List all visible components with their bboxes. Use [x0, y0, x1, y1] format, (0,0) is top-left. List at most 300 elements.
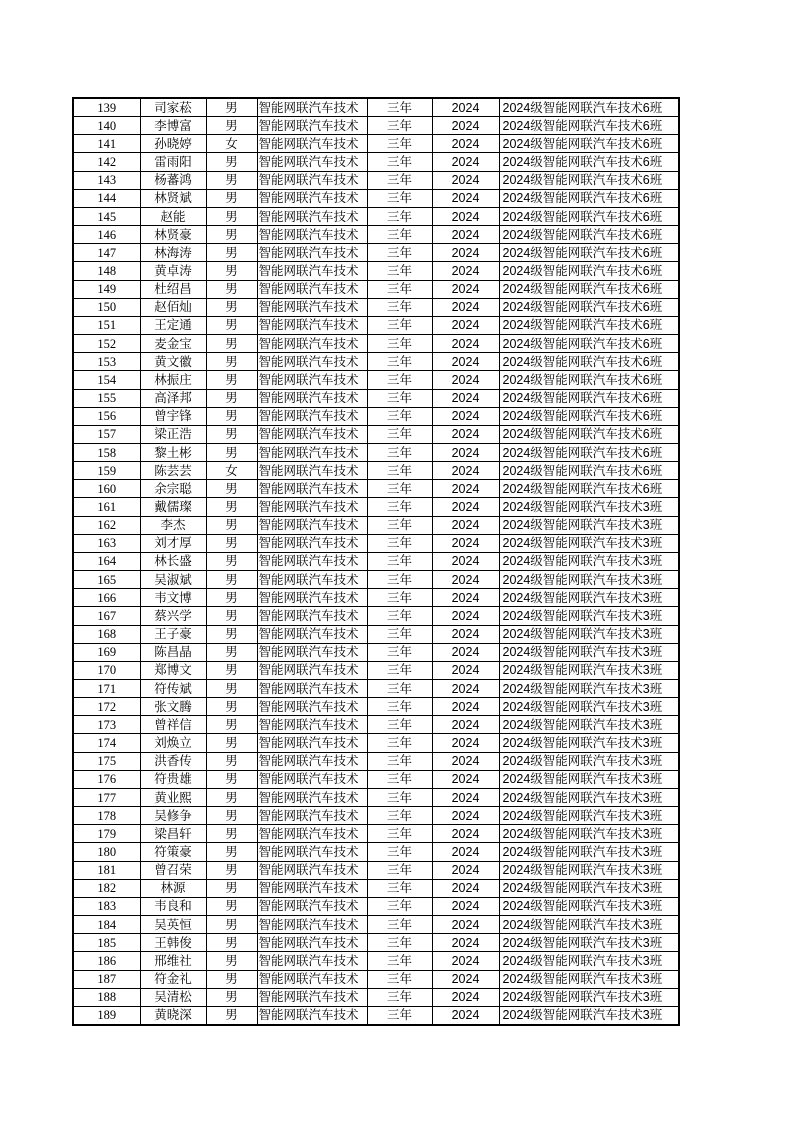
class-name-cell: 2024级智能网联汽车技术6班	[499, 389, 679, 407]
major-cell: 智能网联汽车技术	[257, 316, 367, 334]
duration-cell: 三年	[367, 462, 432, 480]
class-name-cell: 2024级智能网联汽车技术6班	[499, 443, 679, 461]
student-name-cell: 黄卓涛	[140, 262, 206, 280]
gender-cell: 男	[206, 934, 257, 952]
duration-cell: 三年	[367, 280, 432, 298]
enrollment-year-cell: 2024	[432, 552, 499, 570]
student-name-cell: 符贵雄	[140, 770, 206, 788]
gender-cell: 男	[206, 498, 257, 516]
major-cell: 智能网联汽车技术	[257, 262, 367, 280]
table-row	[73, 516, 679, 534]
row-number-cell: 172	[73, 698, 140, 716]
gender-cell: 男	[206, 407, 257, 425]
major-cell: 智能网联汽车技术	[257, 571, 367, 589]
enrollment-year-cell: 2024	[432, 716, 499, 734]
gender-cell: 男	[206, 298, 257, 316]
row-number-cell: 176	[73, 770, 140, 788]
enrollment-year-cell: 2024	[432, 389, 499, 407]
student-name-cell: 吴清松	[140, 988, 206, 1006]
enrollment-year-cell: 2024	[432, 952, 499, 970]
class-name-cell: 2024级智能网联汽车技术3班	[499, 716, 679, 734]
gender-cell: 男	[206, 335, 257, 353]
gender-cell: 男	[206, 788, 257, 806]
student-name-cell: 李博富	[140, 117, 206, 135]
student-name-cell: 麦金宝	[140, 335, 206, 353]
gender-cell: 男	[206, 734, 257, 752]
duration-cell: 三年	[367, 226, 432, 244]
major-cell: 智能网联汽车技术	[257, 552, 367, 570]
row-number-cell: 162	[73, 516, 140, 534]
row-number-cell: 149	[73, 280, 140, 298]
duration-cell: 三年	[367, 934, 432, 952]
major-cell: 智能网联汽车技术	[257, 98, 367, 117]
table-row	[73, 117, 679, 135]
class-name-cell: 2024级智能网联汽车技术6班	[499, 226, 679, 244]
duration-cell: 三年	[367, 625, 432, 643]
row-number-cell: 179	[73, 825, 140, 843]
gender-cell: 男	[206, 552, 257, 570]
student-name-cell: 符金礼	[140, 970, 206, 988]
gender-cell: 男	[206, 262, 257, 280]
major-cell: 智能网联汽车技术	[257, 734, 367, 752]
duration-cell: 三年	[367, 335, 432, 353]
class-name-cell: 2024级智能网联汽车技术6班	[499, 135, 679, 153]
class-name-cell: 2024级智能网联汽车技术6班	[499, 407, 679, 425]
student-name-cell: 梁正浩	[140, 425, 206, 443]
enrollment-year-cell: 2024	[432, 171, 499, 189]
class-name-cell: 2024级智能网联汽车技术3班	[499, 498, 679, 516]
major-cell: 智能网联汽车技术	[257, 716, 367, 734]
enrollment-year-cell: 2024	[432, 117, 499, 135]
row-number-cell: 143	[73, 171, 140, 189]
row-number-cell: 166	[73, 589, 140, 607]
gender-cell: 男	[206, 571, 257, 589]
major-cell: 智能网联汽车技术	[257, 788, 367, 806]
gender-cell: 男	[206, 117, 257, 135]
row-number-cell: 178	[73, 807, 140, 825]
gender-cell: 男	[206, 625, 257, 643]
row-number-cell: 183	[73, 897, 140, 915]
gender-cell: 男	[206, 280, 257, 298]
class-name-cell: 2024级智能网联汽车技术3班	[499, 861, 679, 879]
major-cell: 智能网联汽车技术	[257, 353, 367, 371]
major-cell: 智能网联汽车技术	[257, 970, 367, 988]
table-row	[73, 752, 679, 770]
student-name-cell: 赵佰灿	[140, 298, 206, 316]
class-name-cell: 2024级智能网联汽车技术6班	[499, 189, 679, 207]
table-row	[73, 226, 679, 244]
class-name-cell: 2024级智能网联汽车技术3班	[499, 843, 679, 861]
class-name-cell: 2024级智能网联汽车技术3班	[499, 988, 679, 1006]
row-number-cell: 148	[73, 262, 140, 280]
major-cell: 智能网联汽车技术	[257, 117, 367, 135]
student-name-cell: 王定通	[140, 316, 206, 334]
row-number-cell: 186	[73, 952, 140, 970]
gender-cell: 男	[206, 226, 257, 244]
student-name-cell: 林贤斌	[140, 189, 206, 207]
duration-cell: 三年	[367, 516, 432, 534]
table-row	[73, 407, 679, 425]
row-number-cell: 156	[73, 407, 140, 425]
row-number-cell: 175	[73, 752, 140, 770]
row-number-cell: 140	[73, 117, 140, 135]
class-name-cell: 2024级智能网联汽车技术3班	[499, 952, 679, 970]
duration-cell: 三年	[367, 298, 432, 316]
duration-cell: 三年	[367, 534, 432, 552]
enrollment-year-cell: 2024	[432, 298, 499, 316]
row-number-cell: 144	[73, 189, 140, 207]
class-name-cell: 2024级智能网联汽车技术3班	[499, 788, 679, 806]
row-number-cell: 174	[73, 734, 140, 752]
enrollment-year-cell: 2024	[432, 443, 499, 461]
class-name-cell: 2024级智能网联汽车技术3班	[499, 571, 679, 589]
table-row	[73, 788, 679, 806]
gender-cell: 男	[206, 153, 257, 171]
student-name-cell: 余宗聪	[140, 480, 206, 498]
gender-cell: 男	[206, 988, 257, 1006]
gender-cell: 女	[206, 135, 257, 153]
student-name-cell: 蔡兴学	[140, 607, 206, 625]
enrollment-year-cell: 2024	[432, 643, 499, 661]
enrollment-year-cell: 2024	[432, 498, 499, 516]
student-name-cell: 赵能	[140, 207, 206, 225]
major-cell: 智能网联汽车技术	[257, 661, 367, 679]
table-row	[73, 934, 679, 952]
duration-cell: 三年	[367, 98, 432, 117]
table-row	[73, 98, 679, 117]
table-row	[73, 153, 679, 171]
row-number-cell: 188	[73, 988, 140, 1006]
row-number-cell: 155	[73, 389, 140, 407]
gender-cell: 男	[206, 516, 257, 534]
student-name-cell: 韦良和	[140, 897, 206, 915]
duration-cell: 三年	[367, 843, 432, 861]
student-name-cell: 曾召荣	[140, 861, 206, 879]
class-name-cell: 2024级智能网联汽车技术3班	[499, 770, 679, 788]
enrollment-year-cell: 2024	[432, 371, 499, 389]
table-row	[73, 171, 679, 189]
row-number-cell: 164	[73, 552, 140, 570]
table-row	[73, 625, 679, 643]
table-row	[73, 643, 679, 661]
duration-cell: 三年	[367, 752, 432, 770]
class-name-cell: 2024级智能网联汽车技术3班	[499, 879, 679, 897]
table-row	[73, 734, 679, 752]
enrollment-year-cell: 2024	[432, 988, 499, 1006]
table-row	[73, 534, 679, 552]
row-number-cell: 171	[73, 680, 140, 698]
table-row	[73, 698, 679, 716]
row-number-cell: 142	[73, 153, 140, 171]
gender-cell: 男	[206, 189, 257, 207]
class-name-cell: 2024级智能网联汽车技术6班	[499, 280, 679, 298]
student-name-cell: 黄文徽	[140, 353, 206, 371]
major-cell: 智能网联汽车技术	[257, 825, 367, 843]
student-name-cell: 杜绍昌	[140, 280, 206, 298]
table-row	[73, 462, 679, 480]
major-cell: 智能网联汽车技术	[257, 934, 367, 952]
class-name-cell: 2024级智能网联汽车技术6班	[499, 335, 679, 353]
gender-cell: 男	[206, 389, 257, 407]
class-name-cell: 2024级智能网联汽车技术3班	[499, 661, 679, 679]
table-row	[73, 716, 679, 734]
class-name-cell: 2024级智能网联汽车技术6班	[499, 207, 679, 225]
major-cell: 智能网联汽车技术	[257, 389, 367, 407]
table-row	[73, 589, 679, 607]
table-row	[73, 680, 679, 698]
enrollment-year-cell: 2024	[432, 1006, 499, 1025]
row-number-cell: 146	[73, 226, 140, 244]
student-name-cell: 韦文博	[140, 589, 206, 607]
major-cell: 智能网联汽车技术	[257, 498, 367, 516]
duration-cell: 三年	[367, 117, 432, 135]
gender-cell: 男	[206, 661, 257, 679]
enrollment-year-cell: 2024	[432, 226, 499, 244]
row-number-cell: 147	[73, 244, 140, 262]
enrollment-year-cell: 2024	[432, 625, 499, 643]
major-cell: 智能网联汽车技术	[257, 534, 367, 552]
gender-cell: 女	[206, 462, 257, 480]
table-row	[73, 480, 679, 498]
gender-cell: 男	[206, 916, 257, 934]
student-name-cell: 陈昌晶	[140, 643, 206, 661]
duration-cell: 三年	[367, 316, 432, 334]
major-cell: 智能网联汽车技术	[257, 443, 367, 461]
table-row	[73, 280, 679, 298]
student-name-cell: 黄业熙	[140, 788, 206, 806]
duration-cell: 三年	[367, 353, 432, 371]
gender-cell: 男	[206, 316, 257, 334]
row-number-cell: 169	[73, 643, 140, 661]
row-number-cell: 181	[73, 861, 140, 879]
row-number-cell: 182	[73, 879, 140, 897]
duration-cell: 三年	[367, 1006, 432, 1025]
gender-cell: 男	[206, 371, 257, 389]
class-name-cell: 2024级智能网联汽车技术3班	[499, 825, 679, 843]
row-number-cell: 167	[73, 607, 140, 625]
row-number-cell: 184	[73, 916, 140, 934]
enrollment-year-cell: 2024	[432, 462, 499, 480]
student-name-cell: 洪香传	[140, 752, 206, 770]
major-cell: 智能网联汽车技术	[257, 189, 367, 207]
major-cell: 智能网联汽车技术	[257, 752, 367, 770]
table-row	[73, 207, 679, 225]
table-row	[73, 552, 679, 570]
class-name-cell: 2024级智能网联汽车技术6班	[499, 262, 679, 280]
student-name-cell: 吴淑斌	[140, 571, 206, 589]
row-number-cell: 173	[73, 716, 140, 734]
major-cell: 智能网联汽车技术	[257, 807, 367, 825]
gender-cell: 男	[206, 825, 257, 843]
student-name-cell: 孙晓婷	[140, 135, 206, 153]
student-name-cell: 符传斌	[140, 680, 206, 698]
enrollment-year-cell: 2024	[432, 770, 499, 788]
duration-cell: 三年	[367, 589, 432, 607]
major-cell: 智能网联汽车技术	[257, 589, 367, 607]
class-name-cell: 2024级智能网联汽车技术6班	[499, 371, 679, 389]
class-name-cell: 2024级智能网联汽车技术3班	[499, 607, 679, 625]
gender-cell: 男	[206, 680, 257, 698]
class-name-cell: 2024级智能网联汽车技术3班	[499, 552, 679, 570]
gender-cell: 男	[206, 970, 257, 988]
duration-cell: 三年	[367, 498, 432, 516]
enrollment-year-cell: 2024	[432, 207, 499, 225]
student-name-cell: 林源	[140, 879, 206, 897]
table-row	[73, 861, 679, 879]
gender-cell: 男	[206, 480, 257, 498]
class-name-cell: 2024级智能网联汽车技术3班	[499, 916, 679, 934]
duration-cell: 三年	[367, 734, 432, 752]
row-number-cell: 152	[73, 335, 140, 353]
major-cell: 智能网联汽车技术	[257, 244, 367, 262]
class-name-cell: 2024级智能网联汽车技术6班	[499, 353, 679, 371]
duration-cell: 三年	[367, 716, 432, 734]
duration-cell: 三年	[367, 443, 432, 461]
roster-body	[73, 98, 679, 1025]
gender-cell: 男	[206, 425, 257, 443]
student-name-cell: 刘焕立	[140, 734, 206, 752]
student-name-cell: 高泽邦	[140, 389, 206, 407]
duration-cell: 三年	[367, 480, 432, 498]
class-name-cell: 2024级智能网联汽车技术3班	[499, 897, 679, 915]
duration-cell: 三年	[367, 425, 432, 443]
gender-cell: 男	[206, 353, 257, 371]
major-cell: 智能网联汽车技术	[257, 1006, 367, 1025]
duration-cell: 三年	[367, 552, 432, 570]
major-cell: 智能网联汽车技术	[257, 171, 367, 189]
duration-cell: 三年	[367, 607, 432, 625]
student-name-cell: 梁昌轩	[140, 825, 206, 843]
row-number-cell: 180	[73, 843, 140, 861]
enrollment-year-cell: 2024	[432, 734, 499, 752]
gender-cell: 男	[206, 98, 257, 117]
gender-cell: 男	[206, 879, 257, 897]
duration-cell: 三年	[367, 970, 432, 988]
table-row	[73, 353, 679, 371]
major-cell: 智能网联汽车技术	[257, 226, 367, 244]
table-row	[73, 970, 679, 988]
gender-cell: 男	[206, 643, 257, 661]
table-row	[73, 189, 679, 207]
enrollment-year-cell: 2024	[432, 189, 499, 207]
student-name-cell: 王子豪	[140, 625, 206, 643]
major-cell: 智能网联汽车技术	[257, 135, 367, 153]
class-name-cell: 2024级智能网联汽车技术3班	[499, 589, 679, 607]
student-name-cell: 张文腾	[140, 698, 206, 716]
table-row	[73, 298, 679, 316]
table-row	[73, 571, 679, 589]
enrollment-year-cell: 2024	[432, 788, 499, 806]
enrollment-year-cell: 2024	[432, 752, 499, 770]
duration-cell: 三年	[367, 571, 432, 589]
enrollment-year-cell: 2024	[432, 916, 499, 934]
major-cell: 智能网联汽车技术	[257, 207, 367, 225]
table-row	[73, 262, 679, 280]
student-name-cell: 吴修争	[140, 807, 206, 825]
major-cell: 智能网联汽车技术	[257, 298, 367, 316]
student-name-cell: 雷雨阳	[140, 153, 206, 171]
row-number-cell: 154	[73, 371, 140, 389]
enrollment-year-cell: 2024	[432, 698, 499, 716]
gender-cell: 男	[206, 607, 257, 625]
row-number-cell: 139	[73, 98, 140, 117]
row-number-cell: 151	[73, 316, 140, 334]
table-row	[73, 897, 679, 915]
gender-cell: 男	[206, 807, 257, 825]
duration-cell: 三年	[367, 698, 432, 716]
table-row	[73, 135, 679, 153]
enrollment-year-cell: 2024	[432, 897, 499, 915]
class-name-cell: 2024级智能网联汽车技术6班	[499, 425, 679, 443]
student-name-cell: 林贤豪	[140, 226, 206, 244]
enrollment-year-cell: 2024	[432, 825, 499, 843]
row-number-cell: 157	[73, 425, 140, 443]
table-row	[73, 1006, 679, 1025]
duration-cell: 三年	[367, 643, 432, 661]
gender-cell: 男	[206, 171, 257, 189]
student-name-cell: 郑博文	[140, 661, 206, 679]
duration-cell: 三年	[367, 916, 432, 934]
class-name-cell: 2024级智能网联汽车技术3班	[499, 1006, 679, 1025]
class-name-cell: 2024级智能网联汽车技术3班	[499, 516, 679, 534]
class-name-cell: 2024级智能网联汽车技术6班	[499, 98, 679, 117]
class-name-cell: 2024级智能网联汽车技术6班	[499, 462, 679, 480]
major-cell: 智能网联汽车技术	[257, 407, 367, 425]
enrollment-year-cell: 2024	[432, 244, 499, 262]
row-number-cell: 160	[73, 480, 140, 498]
row-number-cell: 158	[73, 443, 140, 461]
row-number-cell: 185	[73, 934, 140, 952]
enrollment-year-cell: 2024	[432, 98, 499, 117]
major-cell: 智能网联汽车技术	[257, 607, 367, 625]
table-row	[73, 952, 679, 970]
student-name-cell: 曾宇锋	[140, 407, 206, 425]
student-name-cell: 曾祥信	[140, 716, 206, 734]
major-cell: 智能网联汽车技术	[257, 897, 367, 915]
enrollment-year-cell: 2024	[432, 135, 499, 153]
duration-cell: 三年	[367, 825, 432, 843]
major-cell: 智能网联汽车技术	[257, 425, 367, 443]
enrollment-year-cell: 2024	[432, 571, 499, 589]
gender-cell: 男	[206, 207, 257, 225]
duration-cell: 三年	[367, 207, 432, 225]
major-cell: 智能网联汽车技术	[257, 462, 367, 480]
enrollment-year-cell: 2024	[432, 480, 499, 498]
enrollment-year-cell: 2024	[432, 353, 499, 371]
duration-cell: 三年	[367, 262, 432, 280]
table-row	[73, 770, 679, 788]
gender-cell: 男	[206, 952, 257, 970]
gender-cell: 男	[206, 897, 257, 915]
major-cell: 智能网联汽车技术	[257, 861, 367, 879]
student-name-cell: 戴儒璨	[140, 498, 206, 516]
class-name-cell: 2024级智能网联汽车技术3班	[499, 680, 679, 698]
enrollment-year-cell: 2024	[432, 879, 499, 897]
row-number-cell: 168	[73, 625, 140, 643]
student-name-cell: 邢维社	[140, 952, 206, 970]
major-cell: 智能网联汽车技术	[257, 698, 367, 716]
major-cell: 智能网联汽车技术	[257, 625, 367, 643]
major-cell: 智能网联汽车技术	[257, 843, 367, 861]
enrollment-year-cell: 2024	[432, 661, 499, 679]
major-cell: 智能网联汽车技术	[257, 516, 367, 534]
table-row	[73, 916, 679, 934]
student-name-cell: 黎土彬	[140, 443, 206, 461]
enrollment-year-cell: 2024	[432, 807, 499, 825]
student-name-cell: 陈芸芸	[140, 462, 206, 480]
duration-cell: 三年	[367, 407, 432, 425]
enrollment-year-cell: 2024	[432, 153, 499, 171]
